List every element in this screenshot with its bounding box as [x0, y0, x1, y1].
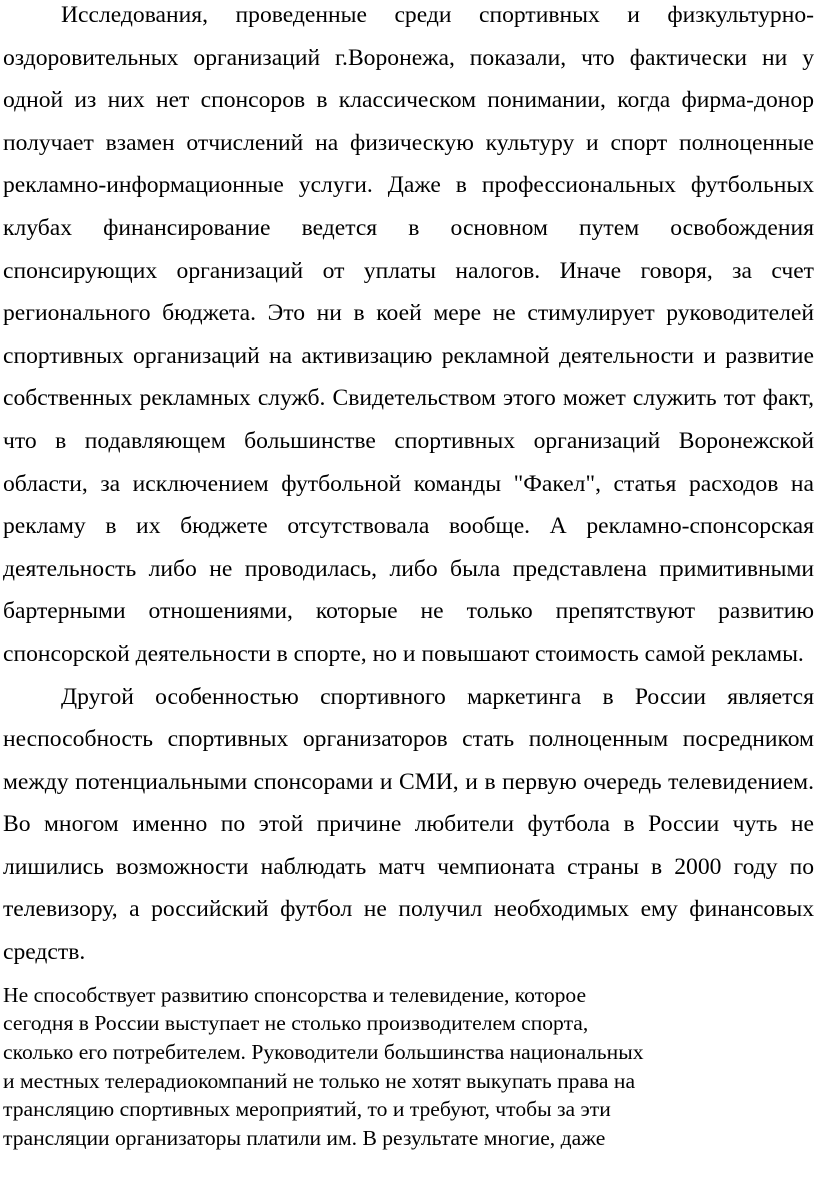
text-line: трансляцию спортивных мероприятий, то и требуют, чтобы за эти [3, 1097, 611, 1122]
paragraph-sponsorship-research: Исследования, проведенные среди спортивных и физкультурно-оздоровительных организаций г.Воронежа, показали, что фактически ни у одной из них нет спонсоров в классическом понимании, когда фирма-донор получает взамен отчислений на физическую культуру и спорт полноценные рекламно-информационные услуги. Даже в профессиональных футбольных клубах финансирование ведется в основном путем освобождения спонсирующих организаций от уплаты налогов. Иначе говоря, за счет регионального бюджета. Это ни в коей мере не стимулирует руководителей спортивных организаций на активизацию рекламной деятельности и развитие собственных рекламных служб. Свидетельством этого может служить тот факт, что в подавляющем большинстве спортивных организаций Воронежской области, за исключением футбольной команды "Факел", статья расходов на рекламу в их бюджете отсутствовала вообще. А рекламно-спонсорская деятельность либо не проводилась, либо была представлена примитивными бартерными отношениями, которые не только препятствуют развитию спонсорской деятельности в спорте, но и повышают стоимость самой рекламы. [3, 2, 814, 667]
text-line: сегодня в России выступает не столько производителем спорта, [3, 1011, 589, 1036]
text-line: сколько его потребителем. Руководители большинства национальных [3, 1040, 644, 1065]
paragraph-television [3, 981, 743, 1153]
text-line: Не способствует развитию спонсорства и телевидение, которое [3, 982, 587, 1007]
text-line: и местных телерадиокомпаний не только не хотят выкупать права на [3, 1068, 636, 1093]
paragraph-sports-marketing: Другой особенностью спортивного маркетинга в России является неспособность спортивных организаторов стать полноценным посредником между потенциальными спонсорами и СМИ, и в первую очередь телевидением. Во многом именно по этой причине любители футбола в России чуть не лишились возможности наблюдать матч чемпионата страны в 2000 году по телевизору, а российский футбол не получил необходимых ему финансовых средств. [3, 683, 814, 966]
text-line: трансляции организаторы платили им. В результате многие, даже [3, 1126, 606, 1151]
